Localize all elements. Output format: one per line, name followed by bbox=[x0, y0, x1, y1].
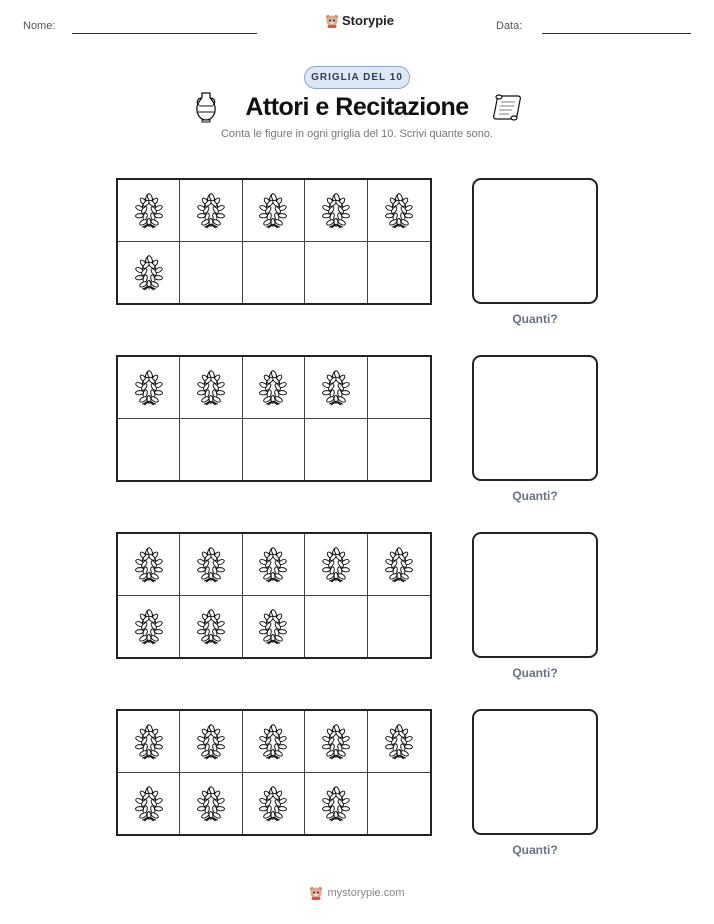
ten-frame-cell bbox=[305, 357, 367, 419]
laurel-wreath-icon bbox=[316, 367, 356, 407]
laurel-wreath-icon bbox=[253, 544, 293, 584]
ten-frame-cell bbox=[305, 419, 367, 481]
instructions: Conta le figure in ogni griglia del 10. Scrivi quante sono. bbox=[220, 128, 494, 140]
ten-frame-cell bbox=[368, 596, 430, 658]
ten-frame-cell bbox=[368, 357, 430, 419]
worksheet-type-badge: GRIGLIA DEL 10 bbox=[304, 66, 410, 89]
laurel-wreath-icon bbox=[253, 190, 293, 230]
ten-frame-cell bbox=[305, 773, 367, 835]
mascot-icon bbox=[309, 886, 323, 900]
laurel-wreath-icon bbox=[129, 190, 169, 230]
laurel-wreath-icon bbox=[379, 721, 419, 761]
answer-label-3: Quanti? bbox=[512, 666, 558, 680]
laurel-wreath-icon bbox=[379, 190, 419, 230]
ten-frame-cell bbox=[180, 534, 242, 596]
ten-frame-cell bbox=[305, 534, 367, 596]
ten-frame-cell bbox=[243, 242, 305, 304]
laurel-wreath-icon bbox=[129, 606, 169, 646]
ten-frame-3 bbox=[116, 532, 432, 659]
answer-label-4: Quanti? bbox=[512, 843, 558, 857]
laurel-wreath-icon bbox=[191, 544, 231, 584]
ten-frame-cell bbox=[180, 773, 242, 835]
ten-frame-cell bbox=[368, 711, 430, 773]
laurel-wreath-icon bbox=[253, 783, 293, 823]
answer-box-3[interactable] bbox=[472, 532, 598, 658]
date-label: Data: bbox=[496, 20, 523, 32]
laurel-wreath-icon bbox=[129, 721, 169, 761]
ten-frame-cell bbox=[118, 357, 180, 419]
laurel-wreath-icon bbox=[253, 606, 293, 646]
ten-frame-1 bbox=[116, 178, 432, 305]
answer-label-2: Quanti? bbox=[512, 489, 558, 503]
page-title: Attori e Recitazione bbox=[245, 93, 469, 121]
logo-text: Storypie bbox=[342, 13, 395, 28]
laurel-wreath-icon bbox=[129, 367, 169, 407]
laurel-wreath-icon bbox=[379, 544, 419, 584]
ten-frame-cell bbox=[180, 180, 242, 242]
ten-frame-cell bbox=[243, 534, 305, 596]
laurel-wreath-icon bbox=[129, 544, 169, 584]
footer bbox=[0, 886, 714, 900]
ten-frame-cell bbox=[118, 773, 180, 835]
laurel-wreath-icon bbox=[129, 252, 169, 292]
laurel-wreath-icon bbox=[129, 783, 169, 823]
ten-frame-cell bbox=[305, 242, 367, 304]
worksheet-header bbox=[0, 0, 714, 50]
ten-frame-cell bbox=[243, 711, 305, 773]
laurel-wreath-icon bbox=[191, 721, 231, 761]
ten-frame-cell bbox=[180, 242, 242, 304]
laurel-wreath-icon bbox=[191, 783, 231, 823]
storypie-logo bbox=[325, 13, 394, 28]
date-field-line[interactable] bbox=[542, 33, 691, 34]
ten-frame-cell bbox=[118, 419, 180, 481]
footer-url: mystorypie.com bbox=[327, 887, 405, 899]
laurel-wreath-icon bbox=[253, 721, 293, 761]
ten-frame-cell bbox=[368, 419, 430, 481]
ten-frame-cell bbox=[180, 711, 242, 773]
ten-frame-cell bbox=[118, 596, 180, 658]
ten-frame-cell bbox=[305, 180, 367, 242]
ten-frame-cell bbox=[118, 534, 180, 596]
ten-frame-cell bbox=[243, 773, 305, 835]
laurel-wreath-icon bbox=[253, 367, 293, 407]
laurel-wreath-icon bbox=[316, 783, 356, 823]
answer-box-1[interactable] bbox=[472, 178, 598, 304]
laurel-wreath-icon bbox=[191, 606, 231, 646]
ten-frame-cell bbox=[243, 419, 305, 481]
laurel-wreath-icon bbox=[316, 544, 356, 584]
name-label: Nome: bbox=[23, 20, 56, 32]
laurel-wreath-icon bbox=[316, 190, 356, 230]
ten-frame-cell bbox=[180, 419, 242, 481]
ten-frame-cell bbox=[305, 711, 367, 773]
ten-frame-cell bbox=[180, 357, 242, 419]
laurel-wreath-icon bbox=[191, 190, 231, 230]
ten-frame-cell bbox=[118, 711, 180, 773]
ten-frame-cell bbox=[118, 180, 180, 242]
ten-frame-4 bbox=[116, 709, 432, 836]
ten-frame-cell bbox=[368, 534, 430, 596]
ten-frame-cell bbox=[180, 596, 242, 658]
ten-frame-cell bbox=[243, 180, 305, 242]
mascot-icon bbox=[325, 14, 339, 28]
name-field-line[interactable] bbox=[72, 33, 257, 34]
ten-frame-cell bbox=[243, 596, 305, 658]
ten-frame-cell bbox=[368, 773, 430, 835]
scroll-icon bbox=[492, 92, 524, 122]
ten-frame-cell bbox=[368, 242, 430, 304]
ten-frame-cell bbox=[243, 357, 305, 419]
answer-box-2[interactable] bbox=[472, 355, 598, 481]
laurel-wreath-icon bbox=[316, 721, 356, 761]
ten-frame-cell bbox=[368, 180, 430, 242]
ten-frame-cell bbox=[305, 596, 367, 658]
ten-frame-cell bbox=[118, 242, 180, 304]
ten-frame-2 bbox=[116, 355, 432, 482]
laurel-wreath-icon bbox=[191, 367, 231, 407]
answer-label-1: Quanti? bbox=[512, 312, 558, 326]
answer-box-4[interactable] bbox=[472, 709, 598, 835]
